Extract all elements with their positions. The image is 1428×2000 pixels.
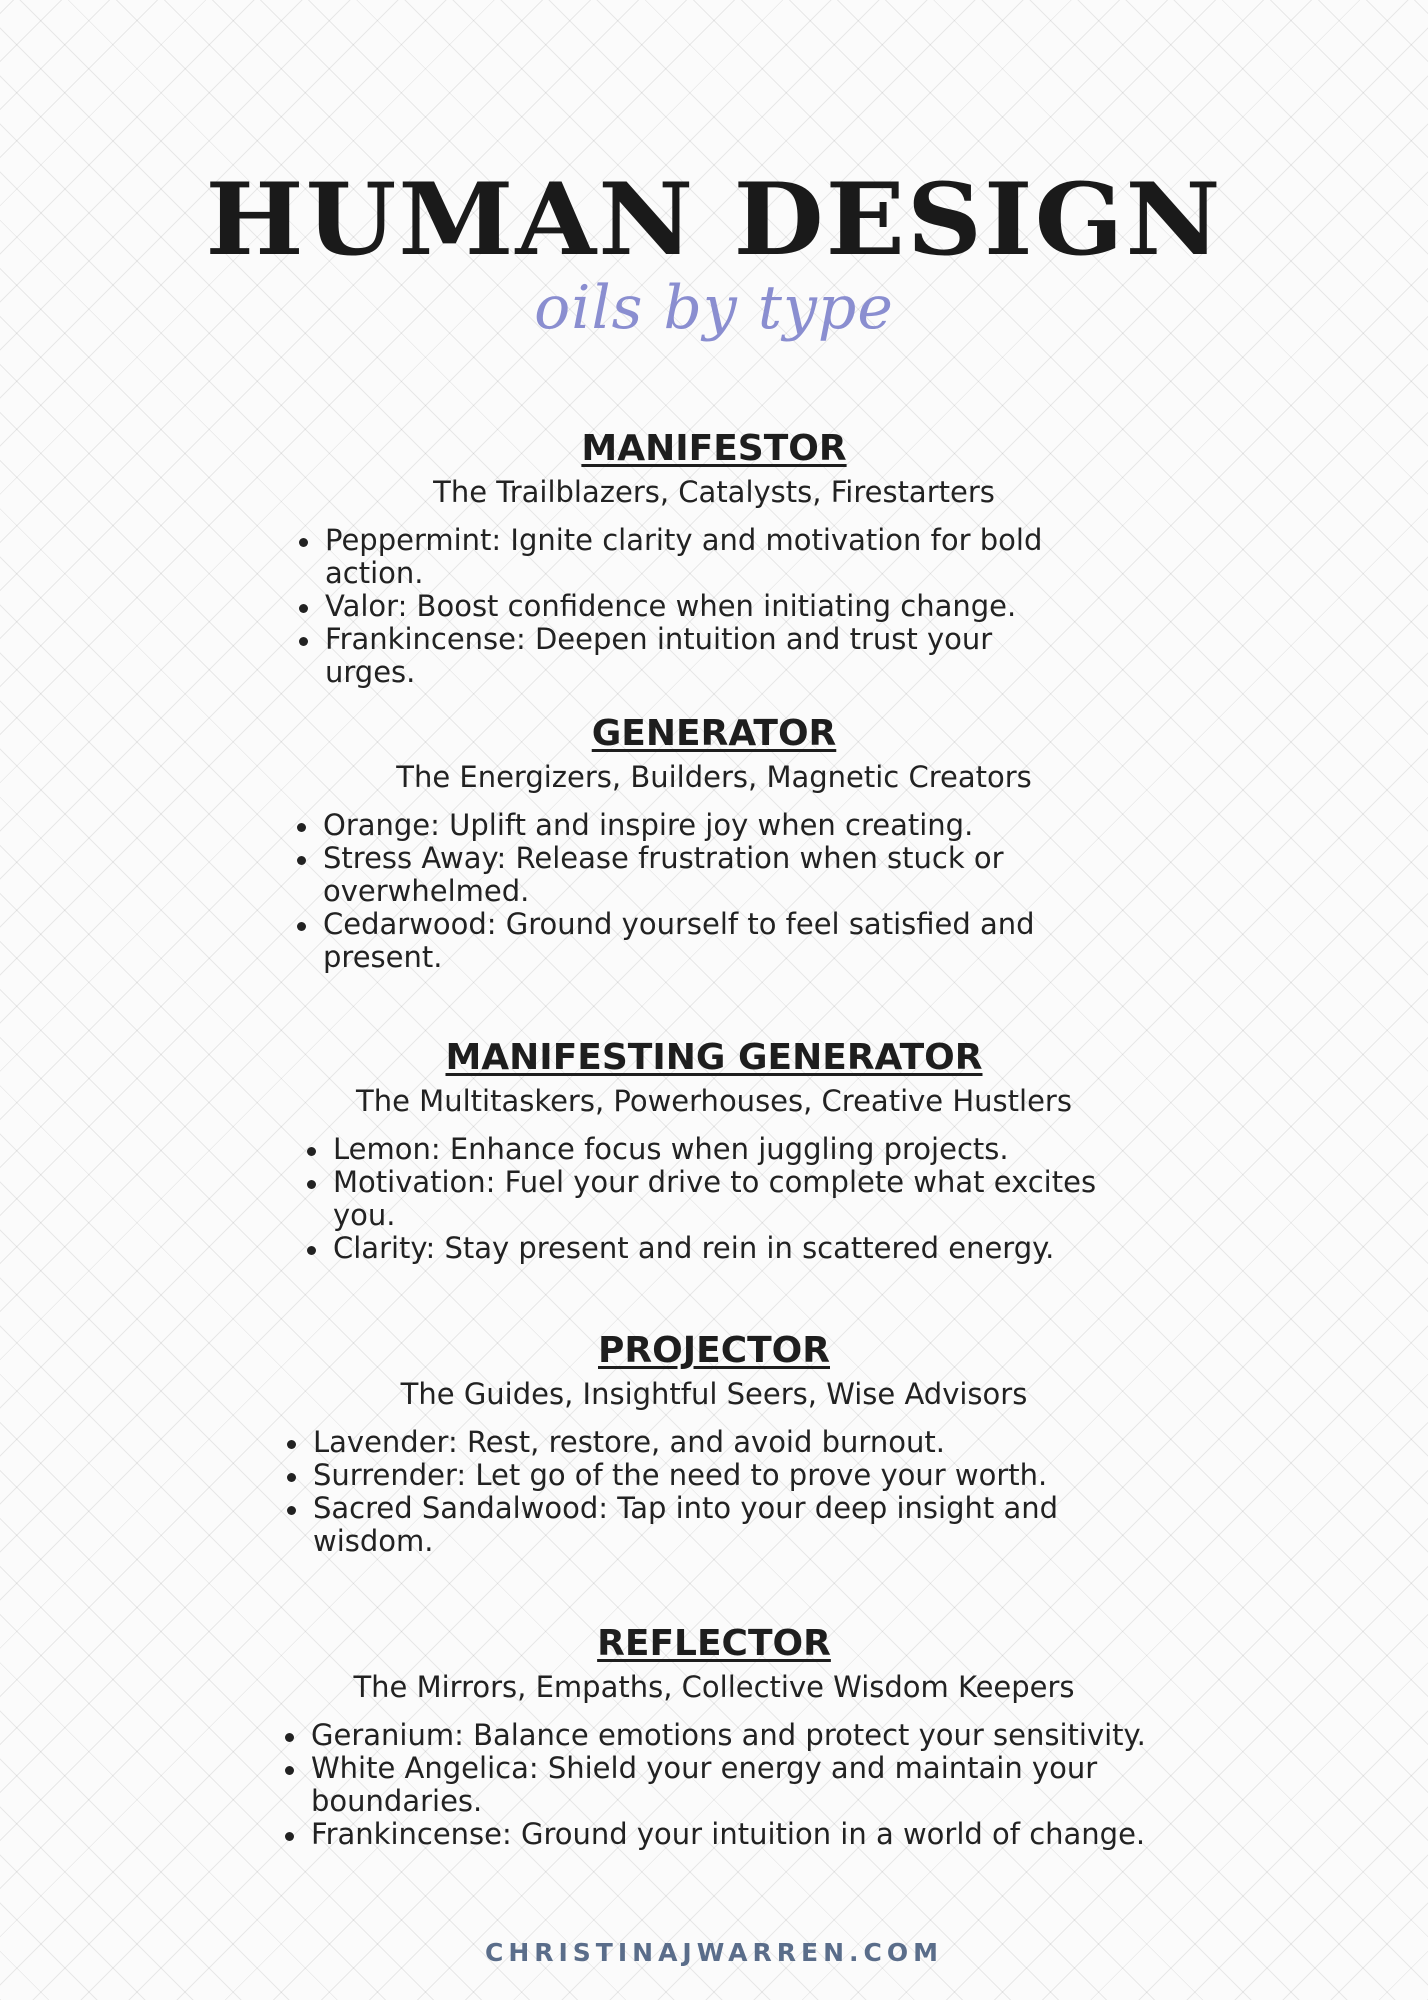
section-subtitle: The Trailblazers, Catalysts, Firestarters — [433, 475, 995, 509]
section-subtitle: The Multitaskers, Powerhouses, Creative Hustlers — [356, 1084, 1072, 1118]
website-link[interactable]: CHRISTINAJWARREN.COM — [484, 1938, 944, 1967]
section-manifestor — [0, 428, 1428, 689]
section-title: GENERATOR — [591, 713, 837, 754]
list-item: Sacred Sandalwood: Tap into your deep insight and wisdom. — [283, 1492, 1103, 1558]
list-item: Stress Away: Release frustration when stuck or overwhelmed. — [293, 842, 1073, 908]
section-generator — [0, 713, 1428, 974]
section-title: REFLECTOR — [597, 1623, 831, 1664]
oil-list — [281, 1719, 1161, 1851]
list-item: Cedarwood: Ground yourself to feel satisfied and present. — [293, 908, 1073, 974]
list-item: Frankincense: Ground your intuition in a world of change. — [281, 1818, 1161, 1851]
list-item: Lavender: Rest, restore, and avoid burnout. — [283, 1426, 1103, 1459]
page-subtitle: oils by type — [534, 273, 894, 343]
page-title: HUMAN DESIGN — [205, 161, 1223, 278]
list-item: Lemon: Enhance focus when juggling projects. — [303, 1133, 1143, 1166]
section-manifesting-generator — [0, 1037, 1428, 1265]
section-title: MANIFESTOR — [581, 428, 847, 469]
oil-list — [303, 1133, 1143, 1265]
list-item: Geranium: Balance emotions and protect your sensitivity. — [281, 1719, 1161, 1752]
list-item: Orange: Uplift and inspire joy when creating. — [293, 809, 1073, 842]
list-item: Valor: Boost confidence when initiating change. — [295, 590, 1085, 623]
section-reflector — [0, 1623, 1428, 1851]
oil-list — [293, 809, 1073, 974]
list-item: Frankincense: Deepen intuition and trust your urges. — [295, 623, 1085, 689]
list-item: Peppermint: Ignite clarity and motivation for bold action. — [295, 524, 1085, 590]
oil-list — [283, 1426, 1103, 1558]
section-title: MANIFESTING GENERATOR — [445, 1037, 983, 1078]
section-projector — [0, 1330, 1428, 1558]
section-subtitle: The Guides, Insightful Seers, Wise Advisors — [400, 1377, 1028, 1411]
list-item: Surrender: Let go of the need to prove your worth. — [283, 1459, 1103, 1492]
section-title: PROJECTOR — [598, 1330, 830, 1371]
list-item: White Angelica: Shield your energy and maintain your boundaries. — [281, 1752, 1161, 1818]
section-subtitle: The Energizers, Builders, Magnetic Creators — [396, 760, 1032, 794]
section-subtitle: The Mirrors, Empaths, Collective Wisdom Keepers — [353, 1670, 1075, 1704]
list-item: Clarity: Stay present and rein in scattered energy. — [303, 1232, 1143, 1265]
oil-list — [295, 524, 1085, 689]
list-item: Motivation: Fuel your drive to complete what excites you. — [303, 1166, 1143, 1232]
